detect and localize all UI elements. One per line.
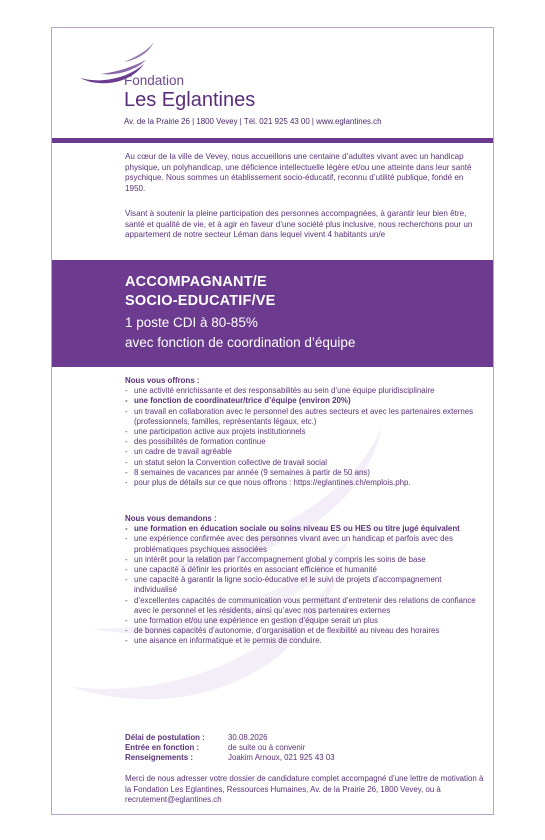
deadline-row: [125, 733, 335, 743]
offer-item: - une activité enrichissante et des responsabilités au sein d’une équipe pluridisciplinaire: [125, 386, 485, 396]
org-prefix: Fondation: [124, 73, 185, 88]
offers-title: Nous vous offrons :: [125, 376, 200, 385]
demand-item: - une formation en éducation sociale ou soins niveau ES ou HES ou titre jugé équivalent: [125, 524, 485, 534]
info-label: Renseignements :: [125, 753, 193, 763]
info-value: Joakim Arnoux, 021 925 43 03: [228, 753, 335, 763]
demand-item: - une expérience confirmée avec des personnes vivant avec un handicap et parfois avec des problématiques psychiques associées: [125, 534, 485, 554]
start-label: Entrée en fonction :: [125, 743, 200, 753]
offer-item: - 8 semaines de vacances par année (9 semaines à partir de 50 ans): [125, 468, 485, 478]
deadline-value: 30.08.2026: [228, 733, 268, 742]
org-name: Les Eglantines: [124, 89, 256, 111]
intro-paragraph-2: Visant à soutenir la pleine participation des personnes accompagnées, à garantir leur bien être, santé et qualité de vie, et à agir en faveur d’une société plus inclusive, nous recherchons pour un appartement de notre secteur Léman dans lequel vivent 4 habitants un/e: [125, 209, 473, 240]
address-line: Av. de la Prairie 26 | 1800 Vevey | Tél. 021 925 43 00 | www.eglantines.ch: [124, 117, 382, 126]
demand-item: - de bonnes capacités d’autonomie, d’organisation et de flexibilité au niveau des horaires: [125, 626, 485, 636]
offer-item: - un cadre de travail agréable: [125, 447, 485, 457]
job-subtitle-line-1: 1 poste CDI à 80-85%: [125, 315, 258, 330]
offer-item: - un travail en collaboration avec le personnel des autres secteurs et avec les partenaires externes (professionnels, familles, représentants légaux, etc.): [125, 407, 485, 427]
demand-item: - d’excellentes capacités de communication vous permettant d’entretenir des relations de confiance avec le personnel et les résidents, ainsi qu’avec nos partenaires externes: [125, 596, 485, 616]
job-ad-frame: [51, 27, 494, 815]
demand-item: - un intérêt pour la relation par l’accompagnement global y compris les soins de base: [125, 555, 485, 565]
job-subtitle-line-2: avec fonction de coordination d’équipe: [125, 335, 356, 350]
demand-item: - une capacité à définir les priorités en associant efficience et humanité: [125, 565, 485, 575]
offer-item: - une fonction de coordinateur/trice d’équipe (environ 20%): [125, 396, 485, 406]
offer-item: - un statut selon la Convention collective de travail social: [125, 458, 485, 468]
closing-paragraph: Merci de nous adresser votre dossier de candidature complet accompagné d’une lettre de motivation à la Fondation Les Eglantines, Ressources Humaines, Av. de la Prairie 26, 1800 Vevey, ou à recrutement@eglantines.ch: [125, 774, 484, 805]
header-divider: [52, 138, 493, 143]
demands-section: [125, 514, 485, 647]
demands-title: Nous vous demandons :: [125, 514, 217, 523]
details-block: [125, 733, 335, 764]
offer-item: - une participation active aux projets institutionnels: [125, 427, 485, 437]
job-title-line-1: ACCOMPAGNANT/E: [125, 274, 267, 290]
start-value: de suite ou à convenir: [228, 743, 306, 753]
job-title-banner: [52, 260, 493, 367]
demand-item: - une aisance en informatique et le permis de conduire.: [125, 636, 485, 646]
info-row: [125, 753, 335, 763]
deadline-label: Délai de postulation :: [125, 733, 205, 742]
start-row: [125, 743, 335, 753]
header: [52, 28, 493, 138]
demand-item: - une capacité à garantir la ligne socio-éducative et le suivi de projets d’accompagnement individualisé: [125, 575, 485, 595]
job-title-line-2: SOCIO-EDUCATIF/VE: [125, 293, 276, 309]
offer-item: - pour plus de détails sur ce que nous offrons : https://eglantines.ch/emplois.php.: [125, 478, 485, 488]
offer-item: - des possibilités de formation continue: [125, 437, 485, 447]
intro-paragraph-1: Au cœur de la ville de Vevey, nous accueillons une centaine d’adultes vivant avec un handicap physique, un polyhandicap, une déficience intellectuelle légère et/ou une atteinte dans leur santé psychique. Nous sommes un établissement socio-éducatif, reconnu d’utilité publique, fondé en 1950.: [125, 152, 472, 194]
demand-item: - une formation et/ou une expérience en gestion d’équipe serait un plus: [125, 616, 485, 626]
offers-section: [125, 376, 485, 488]
